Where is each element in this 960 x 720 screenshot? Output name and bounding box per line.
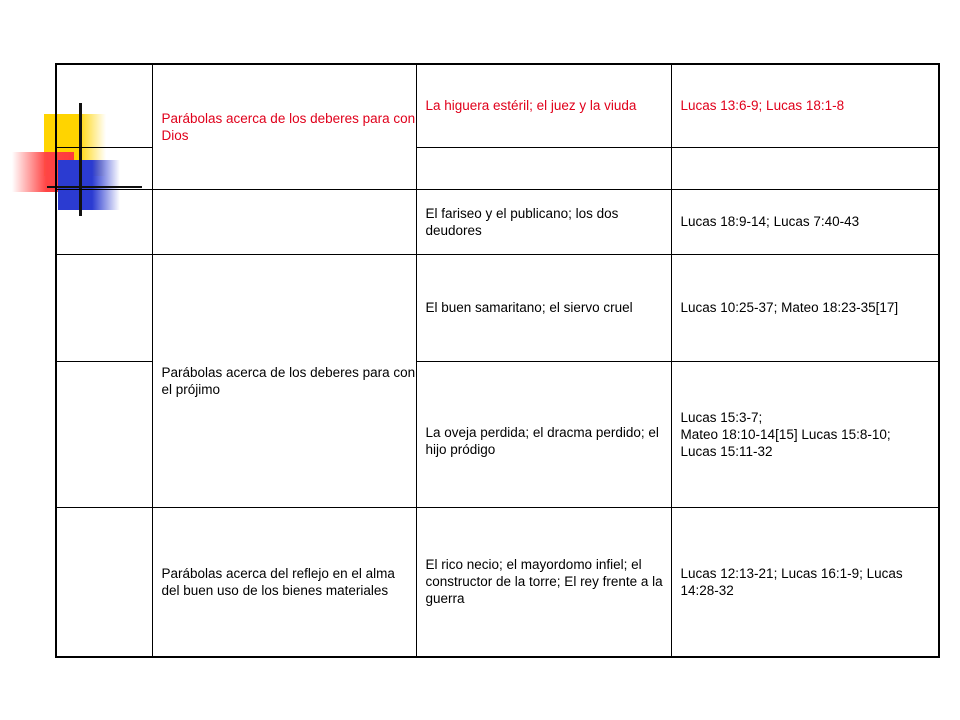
table-row — [56, 64, 939, 147]
parable-text: La oveja perdida; el dracma perdido; el hijo pródigo — [425, 425, 659, 457]
reference-cell: Lucas 18:9-14; Lucas 7:40-43 — [671, 189, 939, 254]
empty-cell — [56, 147, 152, 189]
empty-cell — [671, 147, 939, 189]
empty-cell — [416, 147, 671, 189]
parable-cell — [416, 361, 671, 507]
parables-table — [55, 63, 940, 658]
empty-cell — [56, 64, 152, 147]
reference-line: Mateo 18:10-14[15] Lucas 15:8-10; — [680, 426, 891, 442]
reference-line: Lucas 15:11-32 — [680, 443, 773, 459]
empty-cell — [56, 361, 152, 507]
reference-cell: Lucas 12:13-21; Lucas 16:1-9; Lucas 14:28-32 — [671, 507, 939, 657]
empty-cell — [152, 189, 416, 254]
category-duties-to-neighbor: Parábolas acerca de los deberes para con el prójimo — [152, 254, 416, 507]
table-row — [56, 254, 939, 361]
parable-cell: El buen samaritano; el siervo cruel — [416, 254, 671, 361]
table-row — [56, 507, 939, 657]
heading-reference: Lucas 13:6-9; Lucas 18:1-8 — [671, 64, 939, 147]
reference-cell: Lucas 10:25-37; Mateo 18:23-35[17] — [671, 254, 939, 361]
empty-cell — [56, 254, 152, 361]
parable-cell: El fariseo y el publicano; los dos deudores — [416, 189, 671, 254]
table-row — [56, 189, 939, 254]
reference-line: Lucas 15:3-7; — [680, 409, 763, 425]
reference-cell — [671, 361, 939, 507]
empty-cell — [56, 507, 152, 657]
category-duties-to-god: Parábolas acerca de los deberes para con Dios — [152, 64, 416, 189]
empty-cell — [56, 189, 152, 254]
heading-parable: La higuera estéril; el juez y la viuda — [416, 64, 671, 147]
category-material-goods: Parábolas acerca del reflejo en el alma del buen uso de los bienes materiales — [152, 507, 416, 657]
parable-cell: El rico necio; el mayordomo infiel; el constructor de la torre; El rey frente a la guerra — [416, 507, 671, 657]
